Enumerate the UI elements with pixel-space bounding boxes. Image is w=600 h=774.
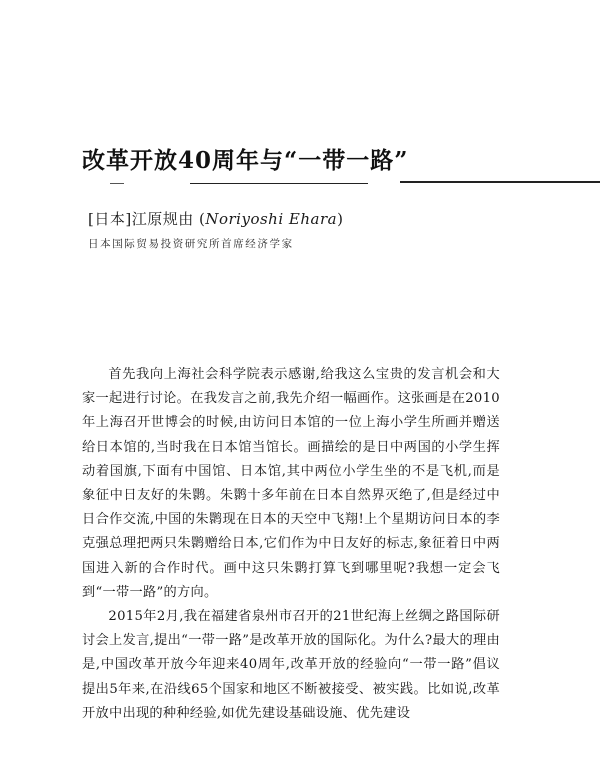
- author-romanized-open: (: [199, 210, 206, 228]
- title-rule-dash: [110, 183, 124, 184]
- body-paragraph-2: 2015年2月,我在福建省泉州市召开的21世纪海上丝绸之路国际研讨会上发言,提出“一带一路”是改革开放的国际化。为什么?最大的理由是,中国改革开放今年迎来40周年,改革开放的经验向“一带一路”倡议提出5年来,在沿线65个国家和地区不断被接受、被实践。比如说,改革开放中出现的种种经验,如优先建设基础设施、优先建设: [82, 609, 500, 721]
- author-name: [日本]江原规由: [88, 210, 194, 228]
- author-line: [88, 208, 343, 229]
- article-body: [82, 363, 500, 726]
- title-rule-right: [400, 181, 600, 183]
- author-affiliation: 日本国际贸易投资研究所首席经济学家: [88, 238, 294, 250]
- author-romanized: Noriyoshi Ehara: [205, 210, 338, 228]
- article-title: 改革开放40周年与“一带一路”: [82, 147, 409, 174]
- body-paragraph-1: 首先我向上海社会科学院表示感谢,给我这么宝贵的发言机会和大家一起进行讨论。在我发言之前,我先介绍一幅画作。这张画是在2010年上海召开世博会的时候,由访问日本馆的一位上海小学生所画并赠送给日本馆的,当时我在日本馆当馆长。画描绘的是日中两国的小学生挥动着国旗,下面有中国馆、日本馆,其中两位小学生坐的不是飞机,而是象征中日友好的朱鹮。朱鹮十多年前在日本自然界灭绝了,但是经过中日合作交流,中国的朱鹮现在日本的天空中飞翔!上个星期访问日本的李克强总理把两只朱鹮赠给日本,它们作为中日友好的标志,象征着日中两国进入新的合作时代。画中这只朱鹮打算飞到哪里呢?我想一定会飞到“一带一路”的方向。: [82, 367, 500, 600]
- author-romanized-close: ): [337, 210, 344, 228]
- title-rule-left: [190, 183, 368, 184]
